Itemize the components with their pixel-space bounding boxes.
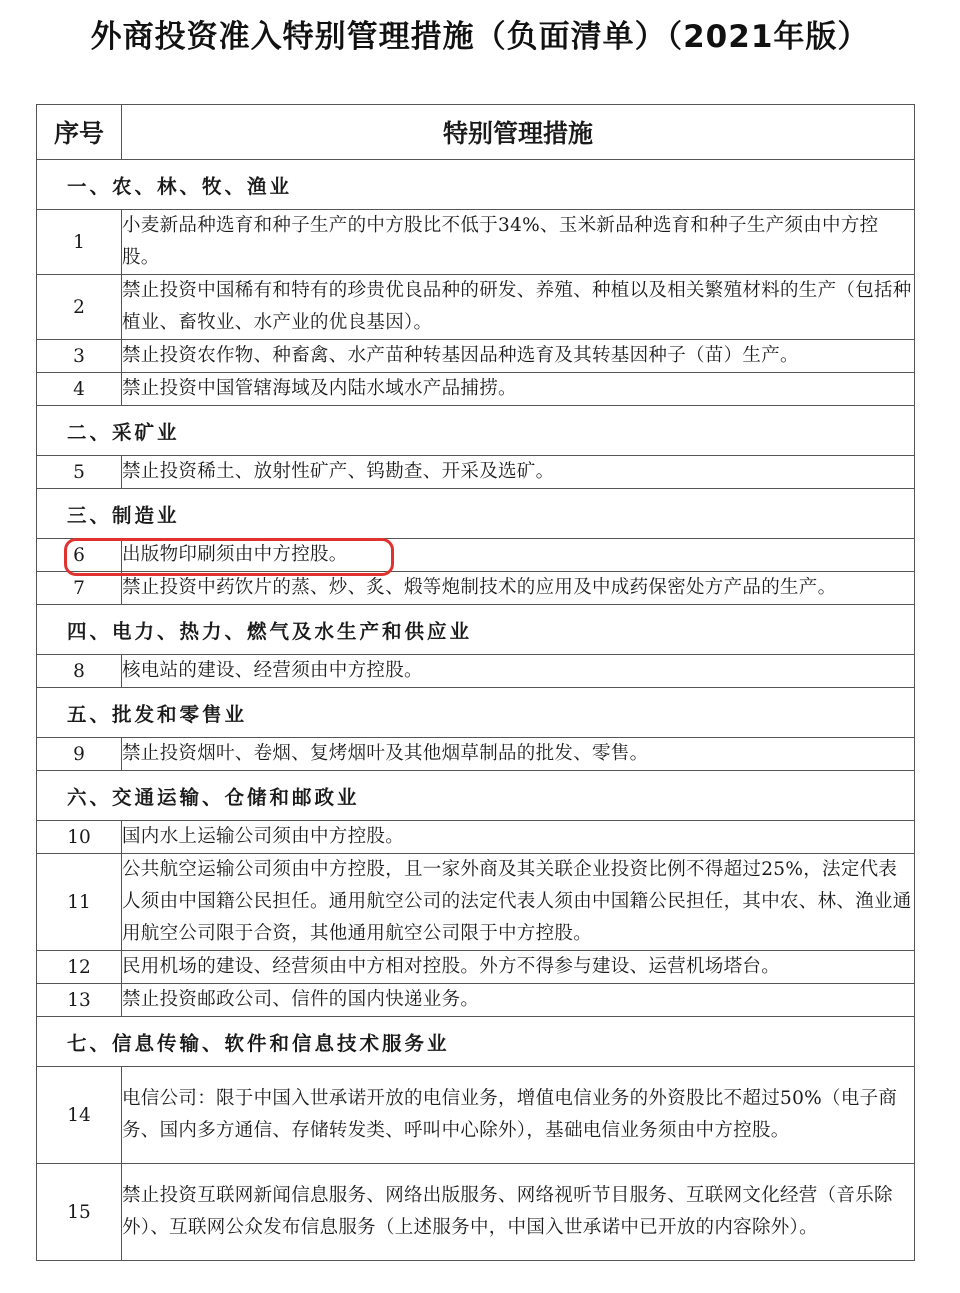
table-row [37, 1067, 915, 1164]
item-text: 禁止投资稀土、放射性矿产、钨勘查、开采及选矿。 [122, 456, 915, 489]
item-number: 9 [37, 738, 122, 771]
item-number: 14 [37, 1067, 122, 1164]
item-number: 11 [37, 854, 122, 951]
table-row [37, 340, 915, 373]
item-number: 6 [37, 539, 122, 572]
table-row [37, 655, 915, 688]
item-text: 核电站的建设、经营须由中方控股。 [122, 655, 915, 688]
item-number: 8 [37, 655, 122, 688]
item-text: 禁止投资邮政公司、信件的国内快递业务。 [122, 984, 915, 1017]
section-row [37, 605, 915, 655]
item-text: 禁止投资中药饮片的蒸、炒、炙、煅等炮制技术的应用及中成药保密处方产品的生产。 [122, 572, 915, 605]
item-number: 5 [37, 456, 122, 489]
section-title: 七、信息传输、软件和信息技术服务业 [37, 1017, 915, 1067]
item-text: 出版物印刷须由中方控股。 [122, 539, 915, 572]
item-number: 12 [37, 951, 122, 984]
table-row [37, 210, 915, 275]
item-number: 2 [37, 275, 122, 340]
item-text: 禁止投资农作物、种畜禽、水产苗种转基因品种选育及其转基因种子（苗）生产。 [122, 340, 915, 373]
section-title: 一、农、林、牧、渔业 [37, 160, 915, 210]
item-text: 禁止投资中国稀有和特有的珍贵优良品种的研发、养殖、种植以及相关繁殖材料的生产（包括种植业、畜牧业、水产业的优良基因）。 [122, 275, 915, 340]
item-text: 公共航空运输公司须由中方控股，且一家外商及其关联企业投资比例不得超过25%，法定代表人须由中国籍公民担任。通用航空公司的法定代表人须由中国籍公民担任，其中农、林、渔业通用航空公司限于合资，其他通用航空公司限于中方控股。 [122, 854, 915, 951]
item-text: 禁止投资互联网新闻信息服务、网络出版服务、网络视听节目服务、互联网文化经营（音乐除外）、互联网公众发布信息服务（上述服务中，中国入世承诺中已开放的内容除外）。 [122, 1164, 915, 1261]
item-text: 禁止投资中国管辖海域及内陆水域水产品捕捞。 [122, 373, 915, 406]
section-title: 二、采矿业 [37, 406, 915, 456]
negative-list-table [36, 104, 915, 1261]
section-row [37, 489, 915, 539]
section-row [37, 406, 915, 456]
section-title: 三、制造业 [37, 489, 915, 539]
table-row [37, 821, 915, 854]
table-row [37, 456, 915, 489]
item-text: 禁止投资烟叶、卷烟、复烤烟叶及其他烟草制品的批发、零售。 [122, 738, 915, 771]
item-number: 7 [37, 572, 122, 605]
item-text: 民用机场的建设、经营须由中方相对控股。外方不得参与建设、运营机场塔台。 [122, 951, 915, 984]
section-row [37, 1017, 915, 1067]
highlight-box [64, 538, 394, 576]
table-header-row [37, 105, 915, 160]
section-row [37, 771, 915, 821]
section-title: 五、批发和零售业 [37, 688, 915, 738]
item-number: 10 [37, 821, 122, 854]
table-row [37, 984, 915, 1017]
column-header-number: 序号 [37, 105, 122, 160]
section-row [37, 160, 915, 210]
item-number: 3 [37, 340, 122, 373]
section-title: 六、交通运输、仓储和邮政业 [37, 771, 915, 821]
table-row [37, 738, 915, 771]
item-text: 电信公司：限于中国入世承诺开放的电信业务，增值电信业务的外资股比不超过50%（电子商务、国内多方通信、存储转发类、呼叫中心除外），基础电信业务须由中方控股。 [122, 1067, 915, 1164]
section-title: 四、电力、热力、燃气及水生产和供应业 [37, 605, 915, 655]
table-row [37, 373, 915, 406]
item-number: 13 [37, 984, 122, 1017]
table-row [37, 1164, 915, 1261]
table-row [37, 951, 915, 984]
item-number: 1 [37, 210, 122, 275]
item-text: 小麦新品种选育和种子生产的中方股比不低于34%、玉米新品种选育和种子生产须由中方控股。 [122, 210, 915, 275]
table-row [37, 275, 915, 340]
table-row [37, 854, 915, 951]
table-row [37, 572, 915, 605]
document-title: 外商投资准入特别管理措施（负面清单）（2021年版） [90, 19, 870, 55]
item-number: 4 [37, 373, 122, 406]
column-header-measure: 特别管理措施 [122, 105, 915, 160]
item-text: 国内水上运输公司须由中方控股。 [122, 821, 915, 854]
item-number: 15 [37, 1164, 122, 1261]
section-row [37, 688, 915, 738]
